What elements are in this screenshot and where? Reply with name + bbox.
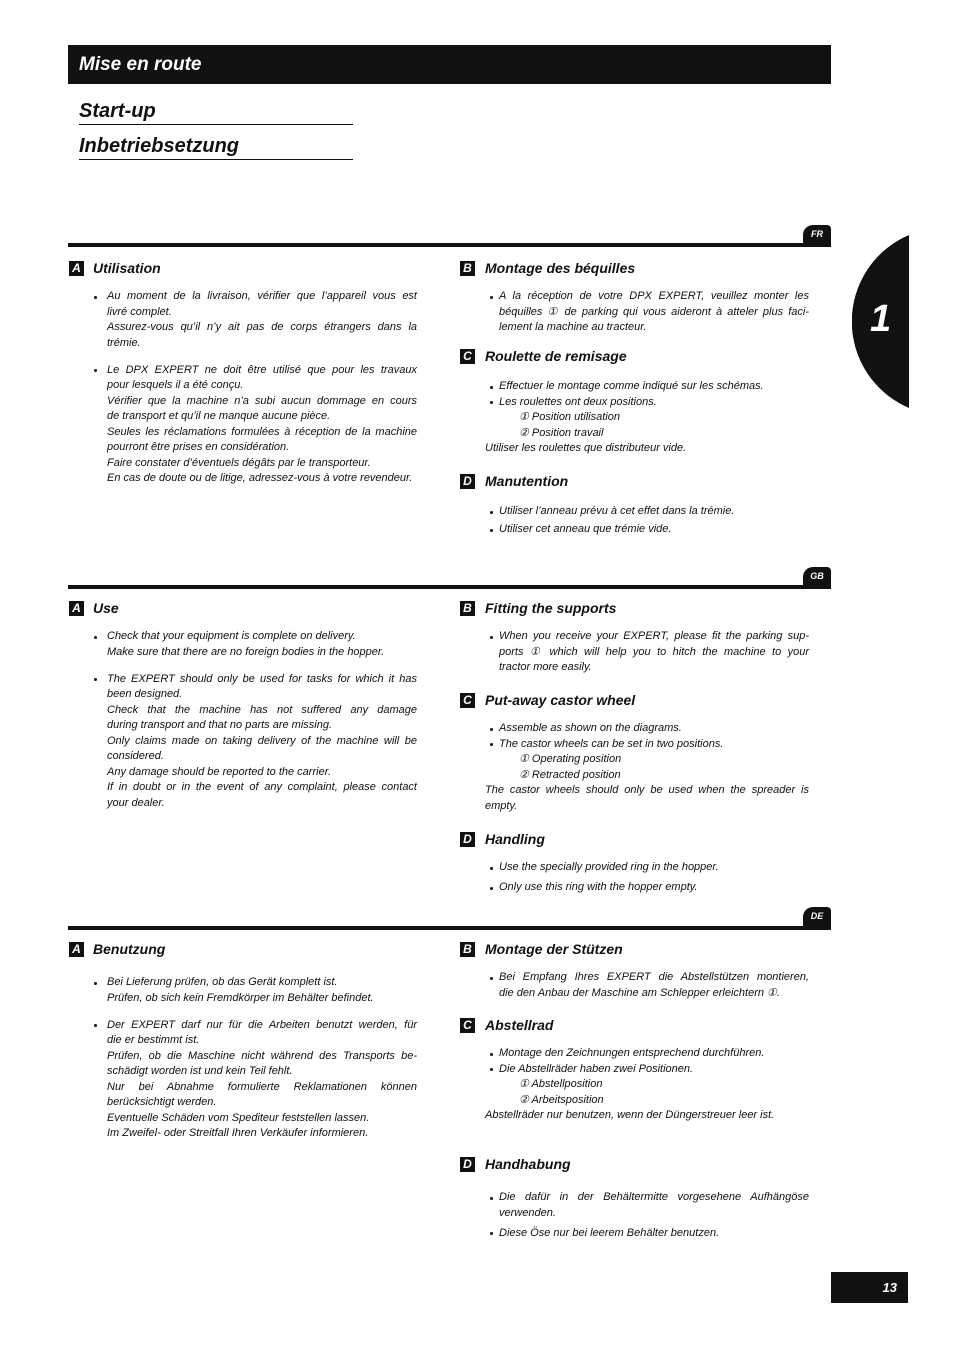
bullet-item [460, 880, 809, 896]
text-line: Le DPX EXPERT ne doit être utilisé que pour les travaux [107, 363, 417, 376]
paragraph [499, 289, 809, 336]
subsection-title: Manutention [485, 473, 569, 489]
paragraph [499, 522, 809, 538]
text-line: during transport and that no parts are missing. [107, 719, 333, 731]
subsection-letter: B [460, 942, 475, 957]
text-line: Nur bei Abnahme formulierte Reklamationen können [107, 1080, 417, 1093]
chapter-number: 1 [870, 298, 892, 340]
subsection-heading [69, 601, 417, 616]
paragraph [107, 765, 417, 781]
text-line: Die Abstellräder haben zwei Positionen. [499, 1062, 694, 1075]
bullet-item [460, 1062, 809, 1109]
paragraph [107, 425, 417, 456]
subsection-body [69, 975, 417, 1142]
subsection-de-a [69, 942, 417, 1142]
subsection-heading [460, 349, 809, 364]
text-line: Prüfen, ob sich kein Fremdkörper im Behälter befindet. [107, 991, 374, 1004]
text-line: Assemble as shown on the diagrams. [499, 722, 682, 734]
paragraph [107, 320, 417, 351]
subsection-title: Montage des béquilles [485, 260, 636, 276]
bullet-item [460, 395, 809, 442]
text-line: Check that the machine has not suffered any damage [107, 703, 417, 716]
paragraph [499, 1062, 809, 1078]
paragraph [107, 645, 417, 661]
subsection-title: Benutzung [93, 941, 166, 957]
subsection-letter: C [460, 1018, 475, 1033]
subsection-heading [460, 942, 809, 957]
subsection-body [69, 289, 417, 487]
bullet-item [69, 289, 417, 351]
position-item: ② Arbeitsposition [519, 1093, 604, 1106]
paragraph [499, 737, 809, 753]
text-line: Utiliser cet anneau que trémie vide. [499, 523, 672, 535]
text-line: béquilles ① de parking qui vous aideront à atteler plus faci- [499, 305, 809, 318]
text-line: berücksichtigt werden. [107, 1096, 217, 1108]
text-line: When you receive your EXPERT, please fit the parking sup- [499, 630, 809, 642]
paragraph [499, 395, 809, 411]
text-line: The castor wheels should only be used when the spreader is [485, 784, 809, 796]
text-line: pour lesquels il a été conçu. [107, 379, 244, 391]
subsection-letter: A [69, 601, 84, 616]
subsection-title: Roulette de remisage [485, 348, 627, 364]
bullet-item [460, 379, 809, 395]
paragraph [107, 456, 417, 472]
subsection-title: Handhabung [485, 1156, 571, 1172]
subsection-fr-c [460, 349, 809, 457]
subsection-letter: C [460, 349, 475, 364]
text-line: your dealer. [107, 796, 165, 809]
text-line: Seules les réclamations formulées à réception de la machine [107, 425, 417, 438]
subsection-heading [69, 261, 417, 276]
bullet-item [460, 970, 809, 1001]
subsection-fr-a [69, 261, 417, 487]
chapter-title: Mise en route [79, 54, 202, 75]
text-line: been designed. [107, 688, 183, 700]
subsection-title: Handling [485, 831, 545, 847]
position-item: ② Position travail [519, 426, 604, 439]
subsection-body [460, 379, 809, 457]
subsection-body [69, 629, 417, 811]
paragraph [499, 1046, 809, 1062]
subsection-heading [460, 261, 809, 276]
subsection-body [460, 629, 809, 676]
text-line: Check that your equipment is complete on delivery. [107, 630, 356, 642]
subsection-body [460, 504, 809, 538]
text-line: empty. [485, 799, 518, 812]
bullet-item [460, 1190, 809, 1221]
subtitle-german: Inbetriebsetzung [79, 134, 353, 160]
paragraph [499, 1226, 809, 1242]
text-line: The castor wheels can be set in two positions. [499, 737, 724, 750]
text-line: Only claims made on taking delivery of the machine will be [107, 734, 417, 747]
subsection-letter: D [460, 832, 475, 847]
paragraph [499, 970, 809, 1001]
subtitle-english: Start-up [79, 99, 353, 125]
text-line: Prüfen, ob die Maschine nicht während des Transports be- [107, 1049, 417, 1062]
text-line: pourront être prises en considération. [107, 441, 290, 453]
paragraph [107, 1018, 417, 1049]
text-line: die den Anbau der Maschine am Schlepper erleichtern ①. [499, 986, 780, 999]
text-line: ports ① which will help you to hitch the machine to your [499, 645, 809, 658]
section-rule-de [68, 926, 831, 930]
paragraph [107, 734, 417, 765]
text-line: Utiliser l’anneau prévu à cet effet dans la trémie. [499, 505, 735, 517]
bullet-item [69, 629, 417, 660]
text-line: Diese Öse nur bei leerem Behälter benutzen. [499, 1226, 720, 1239]
text-line: The EXPERT should only be used for tasks for which it has [107, 672, 417, 685]
position-item: ① Position utilisation [519, 411, 620, 423]
subsection-body [460, 721, 809, 814]
paragraph [107, 1111, 417, 1127]
text-line: die er bestimmt ist. [107, 1034, 200, 1046]
subsection-title: Abstellrad [485, 1017, 554, 1033]
text-line: Faire constater d’éventuels dégâts par le transporteur. [107, 456, 371, 469]
text-line: Any damage should be reported to the carrier. [107, 765, 332, 778]
paragraph [499, 1190, 809, 1221]
paragraph [107, 1080, 417, 1111]
paragraph [499, 860, 809, 876]
text-line: Abstellräder nur benutzen, wenn der Düngerstreuer leer ist. [485, 1109, 775, 1121]
text-line: schädigt worden ist und kein Teil fehlt. [107, 1065, 293, 1077]
language-badge-de: DE [803, 907, 831, 929]
paragraph [107, 703, 417, 734]
text-line: Les roulettes ont deux positions. [499, 395, 657, 408]
paragraph [499, 504, 809, 520]
text-line: Im Zweifel- oder Streitfall Ihren Verkäufer informieren. [107, 1127, 369, 1139]
bullet-item [460, 289, 809, 336]
subsection-gb-d [460, 832, 809, 896]
text-line: trémie. [107, 336, 141, 349]
paragraph [107, 471, 417, 487]
subsection-heading [460, 601, 809, 616]
subsection-gb-a [69, 601, 417, 811]
subsection-letter: D [460, 474, 475, 489]
bullet-item [69, 363, 417, 487]
paragraph [107, 1049, 417, 1080]
text-line: Only use this ring with the hopper empty. [499, 881, 698, 893]
text-line: A la réception de votre DPX EXPERT, veuillez monter les [499, 290, 809, 302]
note-paragraph [460, 441, 809, 457]
text-line: tractor more easily. [499, 661, 592, 673]
text-line: Montage den Zeichnungen entsprechend durchführen. [499, 1047, 765, 1059]
subsection-title: Montage der Stützen [485, 941, 623, 957]
text-line: Eventuelle Schäden vom Spediteur feststellen lassen. [107, 1111, 370, 1124]
subsection-heading [460, 1018, 809, 1033]
bullet-item [69, 975, 417, 1006]
subsection-title: Use [93, 600, 119, 616]
subsection-fr-d [460, 474, 809, 538]
subsection-body [460, 1046, 809, 1124]
position-item: ② Retracted position [519, 768, 621, 781]
subsection-fr-b [460, 261, 809, 336]
paragraph [107, 289, 417, 320]
text-line: Au moment de la livraison, vérifier que l’appareil vous est [107, 290, 417, 302]
paragraph [499, 880, 809, 896]
position-item: ① Operating position [519, 753, 622, 765]
subsection-heading [69, 942, 417, 957]
paragraph [107, 672, 417, 703]
text-line: considered. [107, 750, 164, 762]
language-badge-fr: FR [803, 225, 831, 247]
subsection-letter: B [460, 601, 475, 616]
subsection-title: Utilisation [93, 260, 161, 276]
text-line: de transport et qu’il ne manque aucune pièce. [107, 410, 331, 422]
text-line: En cas de doute ou de litige, adressez-vous à votre revendeur. [107, 472, 413, 484]
subsection-body [460, 860, 809, 896]
paragraph [499, 379, 809, 395]
paragraph [107, 363, 417, 394]
section-rule-gb [68, 585, 831, 589]
paragraph [107, 975, 417, 991]
paragraph [107, 394, 417, 425]
subsection-heading [460, 832, 809, 847]
text-line: Bei Empfang Ihres EXPERT die Abstellstützen montieren, [499, 971, 809, 983]
text-line: If in doubt or in the event of any complaint, please contact [107, 781, 417, 793]
chapter-tab [852, 235, 909, 408]
subsection-letter: D [460, 1157, 475, 1172]
text-line: Der EXPERT darf nur für die Arbeiten benutzt werden, für [107, 1018, 417, 1031]
bullet-item [460, 522, 809, 538]
subsection-body [460, 289, 809, 336]
text-line: Make sure that there are no foreign bodies in the hopper. [107, 645, 385, 658]
text-line: Die dafür in der Behältermitte vorgesehene Aufhängöse [499, 1191, 809, 1203]
text-line: Vérifier que la machine n’a subi aucun dommage en cours [107, 394, 417, 407]
subsection-de-d [460, 1157, 809, 1241]
bullet-item [69, 1018, 417, 1142]
text-line: verwenden. [499, 1206, 556, 1219]
subsection-title: Fitting the supports [485, 600, 617, 616]
paragraph [107, 629, 417, 645]
subsection-letter: C [460, 693, 475, 708]
subsection-letter: A [69, 261, 84, 276]
paragraph [499, 629, 809, 676]
subsection-de-b [460, 942, 809, 1001]
text-line: Utiliser les roulettes que distributeur vide. [485, 442, 687, 454]
bullet-item [460, 1226, 809, 1242]
bullet-item [460, 860, 809, 876]
subsection-letter: A [69, 942, 84, 957]
text-line: livré complet. [107, 305, 172, 318]
subsection-heading [460, 474, 809, 489]
paragraph [107, 1126, 417, 1142]
language-badge-gb: GB [803, 567, 831, 589]
bullet-item [460, 1046, 809, 1062]
paragraph [499, 721, 809, 737]
subsection-heading [460, 1157, 809, 1172]
position-item: ① Abstellposition [519, 1078, 603, 1090]
section-rule-fr [68, 243, 831, 247]
bullet-item [460, 721, 809, 737]
paragraph [107, 780, 417, 811]
bullet-item [460, 504, 809, 520]
paragraph [107, 991, 417, 1007]
text-line: Use the specially provided ring in the hopper. [499, 861, 719, 873]
note-paragraph [460, 1108, 809, 1124]
chapter-header-bar [68, 45, 831, 84]
subsection-title: Put-away castor wheel [485, 692, 636, 708]
text-line: lement la machine au tracteur. [499, 321, 647, 333]
text-line: Effectuer le montage comme indiqué sur les schémas. [499, 380, 764, 392]
subsection-body [460, 970, 809, 1001]
subsection-gb-c [460, 693, 809, 814]
text-line: Bei Lieferung prüfen, ob das Gerät komplett ist. [107, 976, 338, 988]
subsection-heading [460, 693, 809, 708]
note-paragraph [460, 783, 809, 814]
subsection-body [460, 1190, 809, 1241]
text-line: Assurez-vous qu’il n’y ait pas de corps étrangers dans la [107, 321, 417, 333]
subsection-de-c [460, 1018, 809, 1124]
bullet-item [460, 629, 809, 676]
subsection-gb-b [460, 601, 809, 676]
bullet-item [69, 672, 417, 812]
subsection-letter: B [460, 261, 475, 276]
page-number: 13 [831, 1272, 908, 1303]
bullet-item [460, 737, 809, 784]
